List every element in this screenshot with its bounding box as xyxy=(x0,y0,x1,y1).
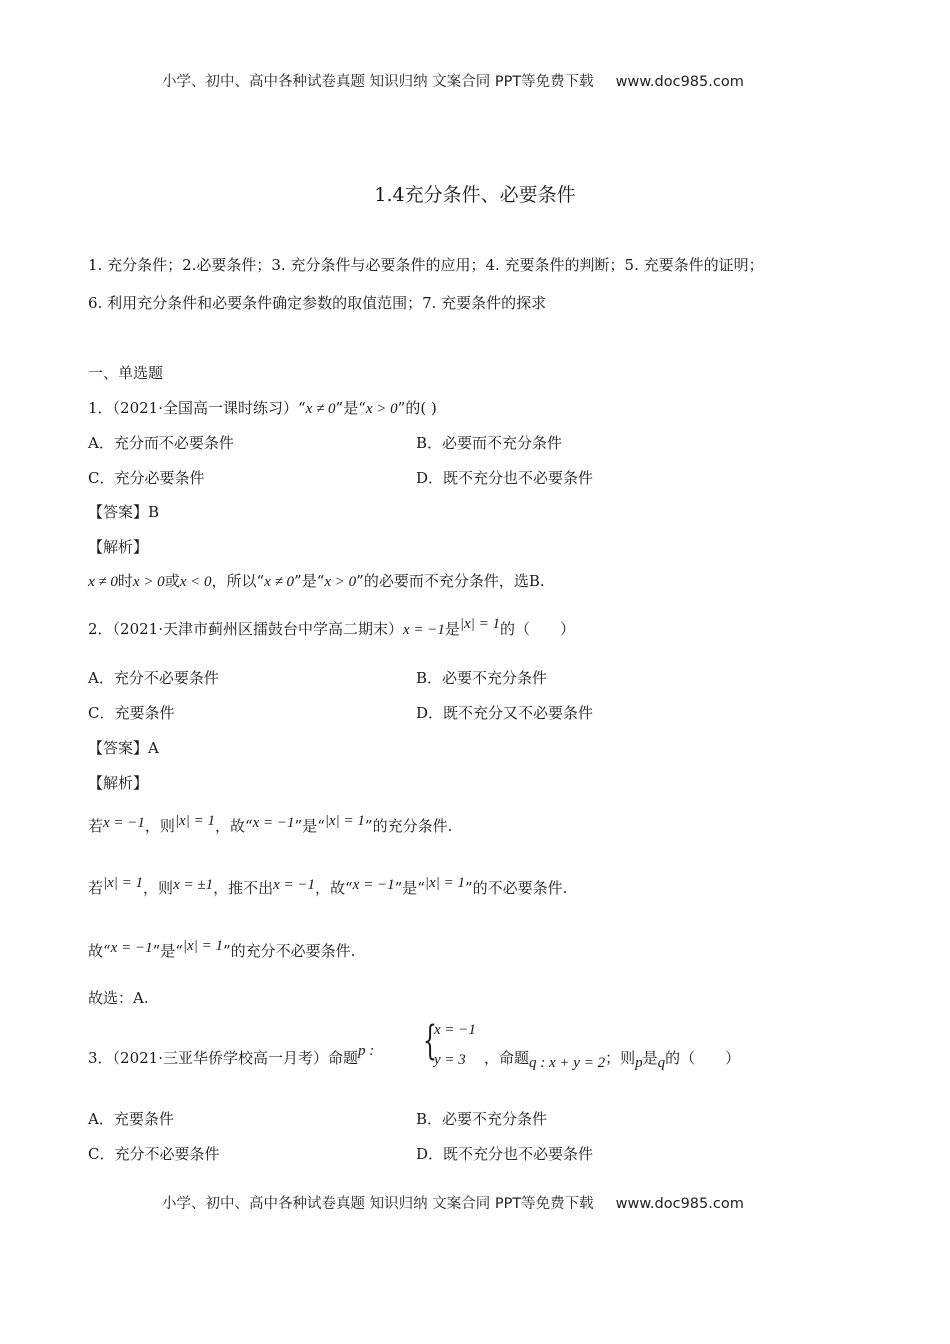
q2-l1-text-5: ”的充分条件. xyxy=(364,817,453,835)
q1-analysis-label: 【解析】 xyxy=(88,538,149,556)
q3-stem-b: ，命题 xyxy=(484,1049,530,1067)
q3-option-c: C．充分不必要条件 xyxy=(88,1145,220,1163)
q2-l1-math-2: |x| = 1 xyxy=(174,813,215,829)
q2-l1-math-4: |x| = 1 xyxy=(324,813,365,829)
q1-sol-text-5: ”的必要而不充分条件，选B. xyxy=(356,572,545,590)
question-2-stem xyxy=(88,618,575,639)
q2-l2-text-5: ”是“ xyxy=(394,879,425,897)
q1-stem-b: ”是“ xyxy=(335,399,366,417)
q3-option-a: A．充要条件 xyxy=(88,1110,174,1128)
q2-conclusion: 故选：A. xyxy=(88,989,149,1007)
q3-math-p2: p xyxy=(635,1055,643,1071)
page-footer xyxy=(162,1192,744,1213)
q2-l2-text-4: ，故“ xyxy=(315,879,353,897)
topics-line-2: 6. 利用充分条件和必要条件确定参数的取值范围；7. 充要条件的探求 xyxy=(88,294,547,312)
q2-option-c: C．充要条件 xyxy=(88,704,175,722)
q2-l1-text-4: ”是“ xyxy=(294,817,325,835)
q1-sol-text-4: ”是“ xyxy=(294,572,325,590)
q1-math-a: x ≠ 0 xyxy=(305,401,336,417)
q1-option-b: B．必要而不充分条件 xyxy=(416,434,563,452)
q1-stem-c: ”的( ) xyxy=(397,399,437,417)
q3-stem-a: 3．（2021·三亚华侨学校高一月考）命题 xyxy=(88,1049,358,1067)
q2-l3-math-2: |x| = 1 xyxy=(182,938,223,954)
q2-stem-b: 是 xyxy=(444,620,460,638)
q3-system-eq-2: y = 3 xyxy=(434,1052,466,1068)
q3-system-brace: { xyxy=(423,1018,437,1064)
q2-l2-math-2: x = ±1 xyxy=(173,877,214,893)
page-header xyxy=(162,70,744,91)
q2-l3-text-2: ”是“ xyxy=(152,942,183,960)
q2-solution-line-3 xyxy=(88,940,355,961)
q3-system-eq-1: x = −1 xyxy=(434,1022,476,1038)
q1-answer: 【答案】B xyxy=(88,503,160,521)
q2-answer: 【答案】A xyxy=(88,739,159,757)
q3-option-d: D．既不充分也不必要条件 xyxy=(416,1145,594,1163)
header-url: www.doc985.com xyxy=(615,74,744,90)
q3-math-q: q : x + y = 2 xyxy=(529,1055,606,1071)
question-3-stem xyxy=(88,1043,375,1068)
header-text: 小学、初中、高中各种试卷真题 知识归纳 文案合同 PPT等免费下载 xyxy=(162,74,594,90)
question-1-stem xyxy=(88,397,437,418)
question-3-stem-rest xyxy=(484,1047,741,1071)
q1-sol-text-2: 或 xyxy=(164,572,180,590)
q2-l3-text-3: ”的充分不必要条件. xyxy=(222,942,356,960)
q2-l2-text-2: ，则 xyxy=(143,879,174,897)
topics-line-1: 1. 充分条件；2.必要条件；3. 充分条件与必要条件的应用；4. 充要条件的判断；5. 充要条件的证明； xyxy=(88,256,764,274)
q1-option-c: C．充分必要条件 xyxy=(88,469,205,487)
q1-sol-math-2: x > 0 xyxy=(132,574,165,590)
q2-l2-text-1: 若 xyxy=(88,879,104,897)
q3-stem-c: ；则 xyxy=(605,1049,636,1067)
q2-l1-math-1: x = −1 xyxy=(103,815,145,831)
q2-option-a: A．充分不必要条件 xyxy=(88,669,219,687)
q1-sol-math-1: x ≠ 0 xyxy=(88,574,118,590)
q2-l1-text-1: 若 xyxy=(88,817,104,835)
q2-l1-text-2: ，则 xyxy=(144,817,175,835)
q2-solution-line-2 xyxy=(88,877,567,898)
footer-text: 小学、初中、高中各种试卷真题 知识归纳 文案合同 PPT等免费下载 xyxy=(162,1196,594,1212)
q3-stem-e: 的（ ） xyxy=(665,1049,741,1067)
q3-option-b: B．必要不充分条件 xyxy=(416,1110,548,1128)
q1-sol-math-5: x > 0 xyxy=(324,574,357,590)
q2-l3-math-1: x = −1 xyxy=(110,940,153,956)
q3-math-q2: q xyxy=(657,1055,666,1071)
q2-l2-text-6: ”的不必要条件. xyxy=(464,879,568,897)
q2-l2-text-3: ，推不出 xyxy=(213,879,274,897)
q1-math-b: x > 0 xyxy=(365,401,398,417)
q1-sol-text-1: 时 xyxy=(117,572,133,590)
q1-sol-text-3: ，所以“ xyxy=(211,572,265,590)
q1-option-d: D．既不充分也不必要条件 xyxy=(416,469,594,487)
q2-l1-text-3: ，故“ xyxy=(214,817,253,835)
q2-l1-math-3: x = −1 xyxy=(252,815,295,831)
q2-l3-text-1: 故“ xyxy=(88,942,111,960)
q1-solution xyxy=(88,570,545,591)
q2-l2-math-4: x = −1 xyxy=(352,877,395,893)
q2-option-d: D．既不充分又不必要条件 xyxy=(416,704,594,722)
section-heading: 一、单选题 xyxy=(88,364,164,382)
q2-stem-c: 的（ ） xyxy=(499,620,575,638)
q1-sol-math-4: x ≠ 0 xyxy=(264,574,295,590)
q1-option-a: A．充分而不必要条件 xyxy=(88,434,234,452)
q3-math-p: p : xyxy=(358,1043,375,1059)
q2-stem-a: 2．（2021·天津市蓟州区擂鼓台中学高二期末） xyxy=(88,620,403,638)
q2-math-b: |x| = 1 xyxy=(459,616,500,632)
footer-url: www.doc985.com xyxy=(615,1196,744,1212)
q2-l2-math-3: x = −1 xyxy=(273,877,315,893)
page-title: 1.4充分条件、必要条件 xyxy=(374,184,576,206)
q2-solution-line-1 xyxy=(88,815,452,836)
q1-sol-math-3: x < 0 xyxy=(179,574,212,590)
q2-option-b: B．必要不充分条件 xyxy=(416,669,548,687)
q2-l2-math-5: |x| = 1 xyxy=(424,875,465,891)
q3-stem-d: 是 xyxy=(642,1049,658,1067)
q2-analysis-label: 【解析】 xyxy=(88,774,149,792)
q2-l2-math-1: |x| = 1 xyxy=(103,875,144,891)
q1-stem-a: 1．（2021·全国高一课时练习）“ xyxy=(88,399,306,417)
q2-math-a: x = −1 xyxy=(403,622,445,638)
